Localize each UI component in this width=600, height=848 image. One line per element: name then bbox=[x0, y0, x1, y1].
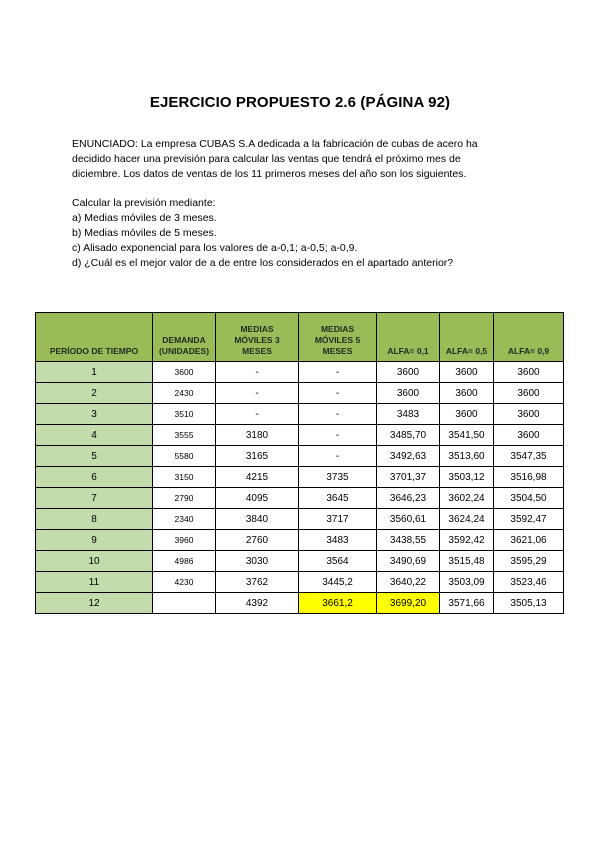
cell-moving-avg-5: 3483 bbox=[299, 530, 377, 551]
cell-demand: 4230 bbox=[153, 572, 216, 593]
cell-alpha-01: 3646,23 bbox=[377, 488, 440, 509]
cell-moving-avg-3: 4392 bbox=[216, 593, 299, 614]
cell-demand: 2430 bbox=[153, 383, 216, 404]
cell-alpha-01: 3600 bbox=[377, 362, 440, 383]
header-alpha-05: ALFA= 0,5 bbox=[440, 313, 494, 362]
cell-moving-avg-5: - bbox=[299, 404, 377, 425]
cell-alpha-09: 3547,35 bbox=[494, 446, 564, 467]
cell-period: 11 bbox=[36, 572, 153, 593]
table-row bbox=[36, 509, 564, 530]
cell-moving-avg-3: - bbox=[216, 383, 299, 404]
cell-alpha-09: 3600 bbox=[494, 404, 564, 425]
cell-moving-avg-3: 3840 bbox=[216, 509, 299, 530]
cell-alpha-01: 3640,22 bbox=[377, 572, 440, 593]
cell-alpha-01: 3492,63 bbox=[377, 446, 440, 467]
statement-line: decidido hacer una previsión para calcular las ventas que tendrá el próximo mes de bbox=[72, 153, 461, 165]
cell-alpha-01: 3600 bbox=[377, 383, 440, 404]
cell-moving-avg-5: - bbox=[299, 383, 377, 404]
cell-moving-avg-3: 3762 bbox=[216, 572, 299, 593]
cell-alpha-05: 3600 bbox=[440, 362, 494, 383]
cell-alpha-05: 3600 bbox=[440, 404, 494, 425]
task-intro: Calcular la previsión mediante: bbox=[72, 197, 216, 209]
task-item: b) Medias móviles de 5 meses. bbox=[72, 227, 217, 239]
table-row bbox=[36, 404, 564, 425]
cell-alpha-05: 3600 bbox=[440, 383, 494, 404]
table-header-row bbox=[36, 313, 564, 362]
cell-demand: 4986 bbox=[153, 551, 216, 572]
cell-period: 4 bbox=[36, 425, 153, 446]
cell-alpha-05: 3503,09 bbox=[440, 572, 494, 593]
cell-moving-avg-5: 3564 bbox=[299, 551, 377, 572]
cell-alpha-01: 3490,69 bbox=[377, 551, 440, 572]
cell-alpha-01: 3483 bbox=[377, 404, 440, 425]
cell-alpha-05: 3624,24 bbox=[440, 509, 494, 530]
statement-line: diciembre. Los datos de ventas de los 11 primeros meses del año son los siguientes. bbox=[72, 168, 467, 180]
cell-moving-avg-3: 3030 bbox=[216, 551, 299, 572]
table-row bbox=[36, 383, 564, 404]
cell-moving-avg-3: 4215 bbox=[216, 467, 299, 488]
cell-period: 12 bbox=[36, 593, 153, 614]
cell-alpha-05: 3515,48 bbox=[440, 551, 494, 572]
cell-period: 10 bbox=[36, 551, 153, 572]
header-moving-avg-5: MEDIAS MÓVILES 5 MESES bbox=[299, 313, 377, 362]
task-item: c) Alisado exponencial para los valores de a-0,1; a-0,5; a-0,9. bbox=[72, 242, 358, 254]
cell-moving-avg-5: - bbox=[299, 446, 377, 467]
cell-period: 7 bbox=[36, 488, 153, 509]
cell-moving-avg-5: - bbox=[299, 425, 377, 446]
task-item: a) Medias móviles de 3 meses. bbox=[72, 212, 217, 224]
cell-alpha-05: 3602,24 bbox=[440, 488, 494, 509]
table-row bbox=[36, 593, 564, 614]
cell-alpha-01: 3699,20 bbox=[377, 593, 440, 614]
table-row bbox=[36, 488, 564, 509]
cell-alpha-09: 3516,98 bbox=[494, 467, 564, 488]
cell-demand: 3600 bbox=[153, 362, 216, 383]
table-row bbox=[36, 446, 564, 467]
cell-demand: 3150 bbox=[153, 467, 216, 488]
table-row bbox=[36, 551, 564, 572]
cell-alpha-05: 3571,66 bbox=[440, 593, 494, 614]
cell-alpha-09: 3600 bbox=[494, 425, 564, 446]
cell-period: 8 bbox=[36, 509, 153, 530]
cell-demand: 3960 bbox=[153, 530, 216, 551]
page-title: EJERCICIO PROPUESTO 2.6 (PÁGINA 92) bbox=[149, 94, 451, 111]
cell-demand: 2790 bbox=[153, 488, 216, 509]
cell-period: 9 bbox=[36, 530, 153, 551]
cell-demand: 3555 bbox=[153, 425, 216, 446]
cell-alpha-05: 3503,12 bbox=[440, 467, 494, 488]
cell-alpha-09: 3592,47 bbox=[494, 509, 564, 530]
table-row bbox=[36, 362, 564, 383]
cell-alpha-05: 3541,50 bbox=[440, 425, 494, 446]
cell-moving-avg-3: - bbox=[216, 362, 299, 383]
cell-moving-avg-5: - bbox=[299, 362, 377, 383]
cell-alpha-09: 3505,13 bbox=[494, 593, 564, 614]
cell-alpha-01: 3560,61 bbox=[377, 509, 440, 530]
cell-demand: 2340 bbox=[153, 509, 216, 530]
cell-period: 1 bbox=[36, 362, 153, 383]
cell-period: 2 bbox=[36, 383, 153, 404]
cell-moving-avg-5: 3445,2 bbox=[299, 572, 377, 593]
header-demand: DEMANDA (UNIDADES) bbox=[153, 313, 216, 362]
forecast-table bbox=[35, 312, 564, 614]
header-alpha-09: ALFA= 0,9 bbox=[494, 313, 564, 362]
header-period: PERÍODO DE TIEMPO bbox=[36, 313, 153, 362]
cell-moving-avg-3: 2760 bbox=[216, 530, 299, 551]
header-alpha-01: ALFA= 0,1 bbox=[377, 313, 440, 362]
cell-alpha-09: 3504,50 bbox=[494, 488, 564, 509]
cell-moving-avg-5: 3661,2 bbox=[299, 593, 377, 614]
table-row bbox=[36, 572, 564, 593]
cell-moving-avg-3: 3180 bbox=[216, 425, 299, 446]
cell-alpha-01: 3701,37 bbox=[377, 467, 440, 488]
cell-moving-avg-5: 3735 bbox=[299, 467, 377, 488]
task-item: d) ¿Cuál es el mejor valor de a de entre los considerados en el apartado anterior? bbox=[72, 257, 454, 269]
cell-moving-avg-3: - bbox=[216, 404, 299, 425]
cell-alpha-05: 3592,42 bbox=[440, 530, 494, 551]
cell-moving-avg-3: 4095 bbox=[216, 488, 299, 509]
cell-period: 3 bbox=[36, 404, 153, 425]
cell-moving-avg-3: 3165 bbox=[216, 446, 299, 467]
cell-demand: 5580 bbox=[153, 446, 216, 467]
cell-period: 6 bbox=[36, 467, 153, 488]
cell-alpha-01: 3438,55 bbox=[377, 530, 440, 551]
header-moving-avg-3: MEDIAS MÓVILES 3 MESES bbox=[216, 313, 299, 362]
cell-alpha-05: 3513,60 bbox=[440, 446, 494, 467]
cell-alpha-01: 3485,70 bbox=[377, 425, 440, 446]
table-row bbox=[36, 530, 564, 551]
cell-alpha-09: 3523,46 bbox=[494, 572, 564, 593]
cell-alpha-09: 3600 bbox=[494, 383, 564, 404]
table-row bbox=[36, 425, 564, 446]
cell-moving-avg-5: 3645 bbox=[299, 488, 377, 509]
cell-demand: 3510 bbox=[153, 404, 216, 425]
statement-line: ENUNCIADO: La empresa CUBAS S.A dedicada a la fabricación de cubas de acero ha bbox=[72, 138, 478, 150]
cell-demand bbox=[153, 593, 216, 614]
cell-alpha-09: 3621,06 bbox=[494, 530, 564, 551]
cell-alpha-09: 3595,29 bbox=[494, 551, 564, 572]
cell-period: 5 bbox=[36, 446, 153, 467]
cell-alpha-09: 3600 bbox=[494, 362, 564, 383]
statement bbox=[72, 137, 542, 182]
task-list bbox=[72, 196, 542, 271]
cell-moving-avg-5: 3717 bbox=[299, 509, 377, 530]
table-row bbox=[36, 467, 564, 488]
